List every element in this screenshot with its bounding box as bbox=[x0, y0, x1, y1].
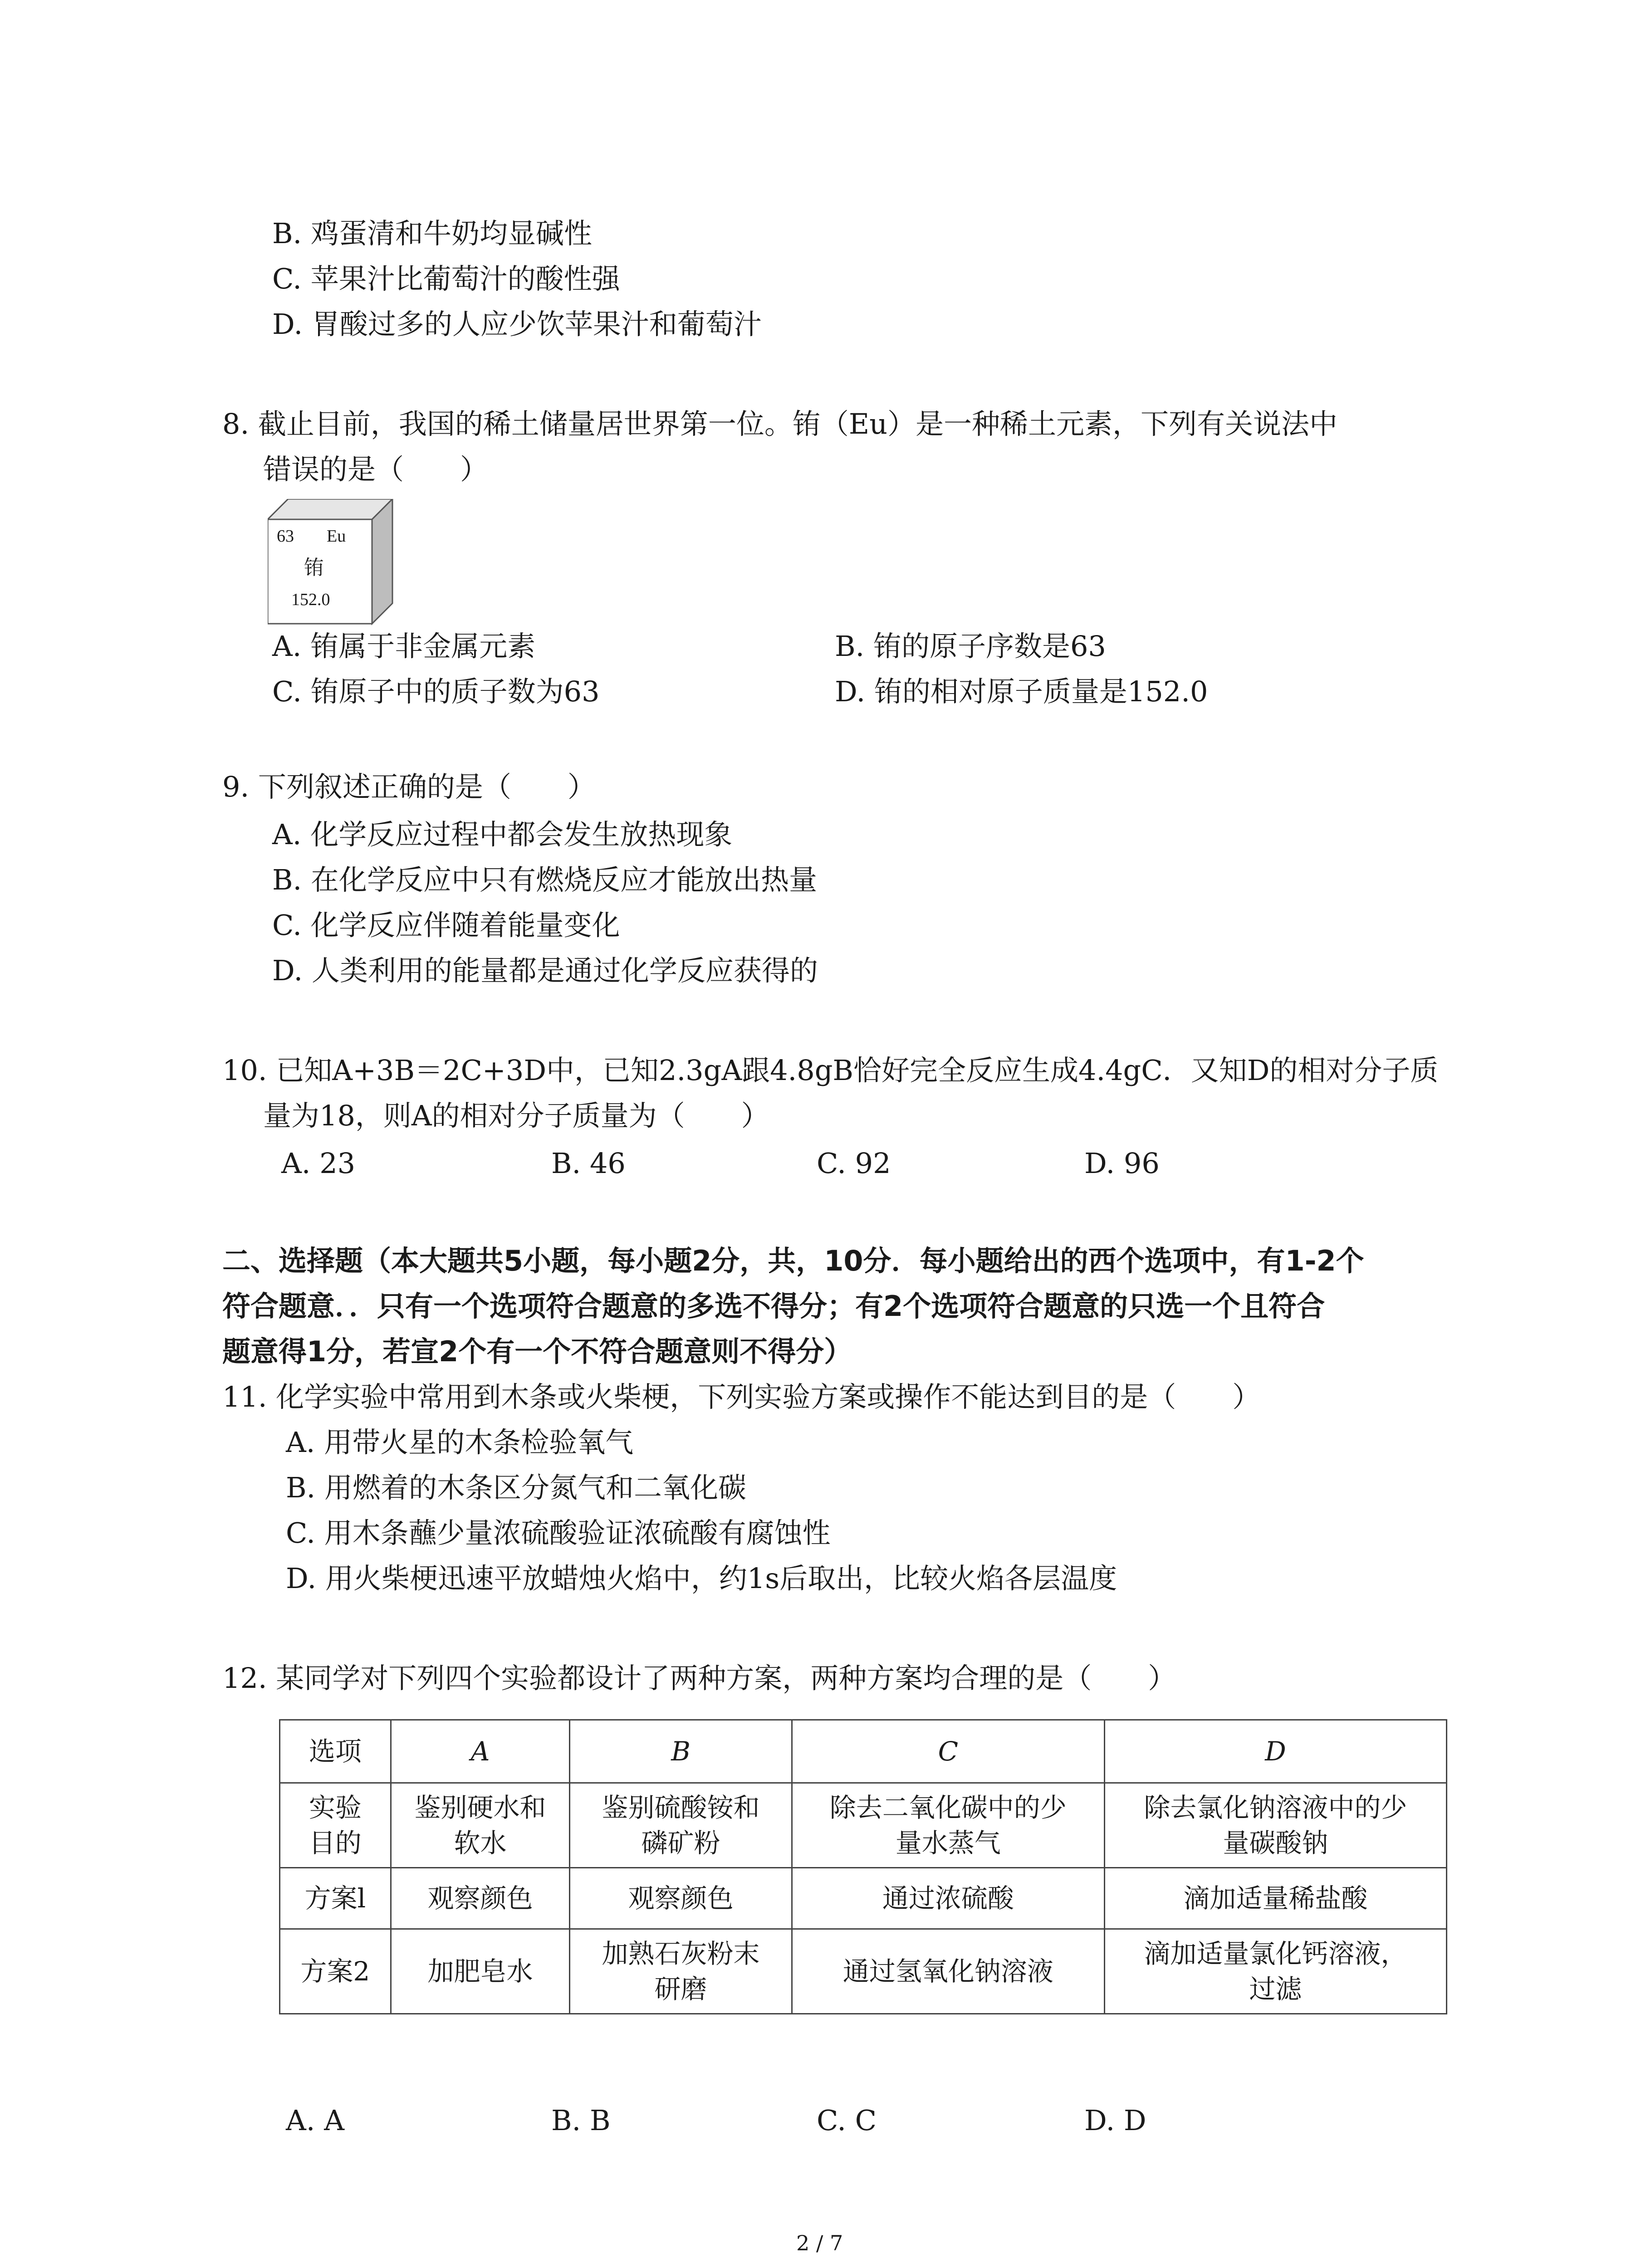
table-cell: 滴加适量稀盐酸 bbox=[1104, 1868, 1446, 1929]
q9-option-b: B. 在化学反应中只有燃烧反应才能放出热量 bbox=[272, 863, 817, 896]
q9-option-d: D. 人类利用的能量都是通过化学反应获得的 bbox=[272, 954, 818, 987]
q10-option-b: B. 46 bbox=[551, 1147, 626, 1180]
q11-option-c: C. 用木条蘸少量浓硫酸验证浓硫酸有腐蚀性 bbox=[286, 1516, 831, 1549]
q12-option-a: A. A bbox=[286, 2104, 344, 2137]
table-cell: 滴加适量氯化钙溶液， 过滤 bbox=[1104, 1929, 1446, 2014]
table-cell: 方案l bbox=[280, 1868, 391, 1929]
table-cell: 通过浓硫酸 bbox=[792, 1868, 1104, 1929]
table-cell: 除去二氧化碳中的少 量水蒸气 bbox=[792, 1783, 1104, 1868]
q12-stem: 12. 某同学对下列四个实验都设计了两种方案，两种方案均合理的是（ ） bbox=[222, 1662, 1176, 1695]
q8-option-b: B. 铕的原子序数是63 bbox=[835, 630, 1106, 663]
q11-option-b: B. 用燃着的木条区分氮气和二氧化碳 bbox=[286, 1471, 746, 1504]
table-row bbox=[280, 1929, 1447, 2014]
table-cell: 实验 目的 bbox=[280, 1783, 391, 1868]
section2-heading-line1: 二、选择题（本大题共5小题，每小题2分，共，10分．每小题给出的西个选项中，有1-2个 bbox=[222, 1244, 1364, 1277]
q9-stem: 9. 下列叙述正确的是（ ） bbox=[222, 770, 596, 803]
table-header-cell: D bbox=[1104, 1720, 1446, 1783]
table-cell: 观察颜色 bbox=[391, 1868, 570, 1929]
table-header-cell: A bbox=[391, 1720, 570, 1783]
q10-stem-line2: 量为18，则A的相对分子质量为（ ） bbox=[263, 1099, 769, 1132]
element-tile bbox=[268, 499, 395, 626]
q8-stem-line2: 错误的是（ ） bbox=[263, 453, 489, 486]
q12-option-b: B. B bbox=[551, 2104, 611, 2137]
table-header-cell: 选项 bbox=[280, 1720, 391, 1783]
q10-option-a: A. 23 bbox=[281, 1147, 356, 1180]
table-cell: 鉴别硬水和 软水 bbox=[391, 1783, 570, 1868]
element-tile-box bbox=[268, 499, 395, 626]
table-header-row bbox=[280, 1720, 1447, 1783]
element-name: 铕 bbox=[304, 557, 324, 579]
q11-option-a: A. 用带火星的木条检验氧气 bbox=[286, 1426, 634, 1459]
q10-stem-line1: 10. 已知A+3B＝2C+3D中，已知2.3gA跟4.8gB恰好完全反应生成4.4gC．又知D的相对分子质 bbox=[222, 1054, 1439, 1087]
q12-table bbox=[279, 1719, 1447, 2014]
q8-option-d: D. 铕的相对原子质量是152.0 bbox=[835, 675, 1208, 708]
table-header-cell: C bbox=[792, 1720, 1104, 1783]
q9-option-c: C. 化学反应伴随着能量变化 bbox=[272, 909, 620, 942]
q8-option-a: A. 铕属于非金属元素 bbox=[272, 630, 536, 663]
table-cell: 观察颜色 bbox=[570, 1868, 792, 1929]
page-number: 2 / 7 bbox=[796, 2231, 843, 2255]
q8-stem-line1: 8. 截止目前，我国的稀土储量居世界第一位。铕（Eu）是一种稀土元素，下列有关说法中 bbox=[222, 407, 1338, 440]
q10-option-c: C. 92 bbox=[817, 1147, 891, 1180]
q12-option-d: D. D bbox=[1084, 2104, 1146, 2137]
section2-heading-line3: 题意得1分，若宣2个有一个不符合题意则不得分） bbox=[222, 1335, 852, 1368]
q10-option-d: D. 96 bbox=[1084, 1147, 1160, 1180]
table-cell: 加熟石灰粉末 研磨 bbox=[570, 1929, 792, 2014]
q11-option-d: D. 用火柴梗迅速平放蜡烛火焰中，约1s后取出，比较火焰各层温度 bbox=[286, 1562, 1117, 1595]
table-cell: 加肥皂水 bbox=[391, 1929, 570, 2014]
q9-option-a: A. 化学反应过程中都会发生放热现象 bbox=[272, 818, 733, 851]
q7-option-b: B. 鸡蛋清和牛奶均显碱性 bbox=[272, 217, 592, 250]
table-row bbox=[280, 1868, 1447, 1929]
table-header-cell: B bbox=[570, 1720, 792, 1783]
q8-option-c: C. 铕原子中的质子数为63 bbox=[272, 675, 600, 708]
table-cell: 通过氢氧化钠溶液 bbox=[792, 1929, 1104, 2014]
table-row bbox=[280, 1783, 1447, 1868]
q12-option-c: C. C bbox=[817, 2104, 877, 2137]
q11-stem: 11. 化学实验中常用到木条或火柴梗，下列实验方案或操作不能达到目的是（ ） bbox=[222, 1380, 1261, 1413]
q7-option-d: D. 胃酸过多的人应少饮苹果汁和葡萄汁 bbox=[272, 308, 762, 341]
section2-heading-line2: 符合题意．．只有一个选项符合题意的多选不得分；有2个选项符合题意的只选一个且符合 bbox=[222, 1290, 1325, 1323]
table-cell: 除去氯化钠溶液中的少 量碳酸钠 bbox=[1104, 1783, 1446, 1868]
element-atomic-number: 63 bbox=[277, 527, 294, 546]
element-symbol: Eu bbox=[327, 527, 346, 546]
table-cell: 鉴别硫酸铵和 磷矿粉 bbox=[570, 1783, 792, 1868]
q7-option-c: C. 苹果汁比葡萄汁的酸性强 bbox=[272, 262, 620, 295]
table-cell: 方案2 bbox=[280, 1929, 391, 2014]
element-atomic-mass: 152.0 bbox=[291, 590, 330, 609]
